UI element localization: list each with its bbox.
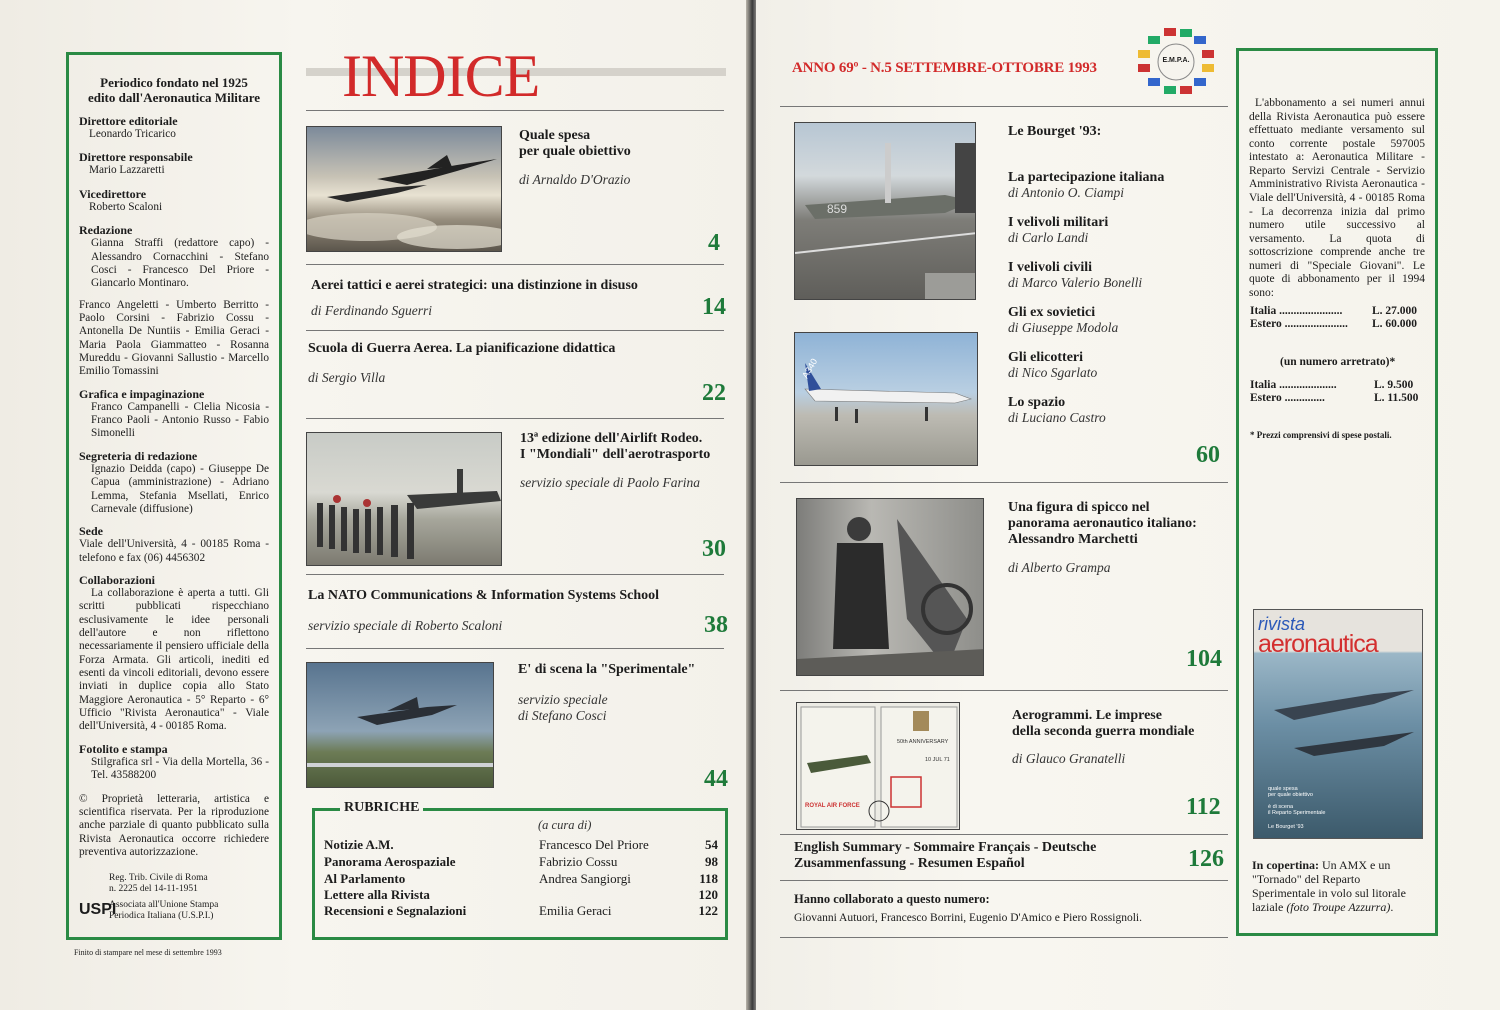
divider bbox=[306, 264, 724, 265]
article-1-author: di Arnaldo D'Orazio bbox=[519, 172, 631, 187]
bourget-item-title: Gli elicotteri bbox=[1008, 350, 1084, 365]
registration: Reg. Trib. Civile di Roma n. 2225 del 14-11-1951 bbox=[109, 873, 208, 895]
masthead-header: Periodico fondato nel 1925 edito dall'Aeronautica Militare bbox=[87, 75, 261, 106]
fotolito-label: Fotolito e stampa bbox=[79, 741, 168, 756]
segreteria-text: Ignazio Deidda (capo) - Giuseppe De Capua (amministrazione) - Adriano Lemma, Stefania Msellati, Enrico Carnevale (diffusione) bbox=[91, 462, 269, 515]
article-3-title: Scuola di Guerra Aerea. La pianificazione didattica bbox=[308, 341, 616, 356]
summaries-page: 126 bbox=[1188, 846, 1224, 872]
bourget-photo-1 bbox=[794, 122, 976, 300]
rubrica-editor: Emilia Geraci bbox=[539, 903, 612, 918]
vicedirettore: Roberto Scaloni bbox=[89, 200, 163, 213]
cover-bullet: quale spesa per quale obiettivo bbox=[1268, 786, 1313, 799]
bourget-item-author: di Luciano Castro bbox=[1008, 410, 1106, 425]
article-4-title: 13ª edizione dell'Airlift Rodeo. I "Mondiali" dell'aerotrasporto bbox=[520, 431, 711, 463]
direttore-responsabile-label: Direttore responsabile bbox=[79, 150, 193, 165]
estero2-label: Estero .............. bbox=[1250, 392, 1325, 404]
article-3-author: di Sergio Villa bbox=[308, 370, 386, 385]
airbus-a340-image bbox=[795, 333, 978, 466]
vicedirettore-label: Vicedirettore bbox=[79, 186, 147, 201]
rubrica-page: 120 bbox=[698, 887, 718, 902]
divider bbox=[306, 648, 724, 649]
divider bbox=[780, 106, 1228, 107]
grafica-label: Grafica e impaginazione bbox=[79, 386, 205, 401]
article-4-author: servizio speciale di Paolo Farina bbox=[520, 475, 700, 490]
bourget-item-author: di Antonio O. Ciampi bbox=[1008, 185, 1125, 200]
cover-bullet: Le Bourget '93 bbox=[1268, 824, 1304, 830]
right-page bbox=[756, 0, 1500, 1010]
marchetti-title: Una figura di spicco nel panorama aeronautico italiano: Alessandro Marchetti bbox=[1008, 500, 1197, 548]
article-1-page: 4 bbox=[708, 230, 720, 256]
divider bbox=[306, 330, 724, 331]
aerogrammi-title: Aerogrammi. Le imprese della seconda guerra mondiale bbox=[1012, 708, 1195, 740]
aircraft-code: 859 bbox=[827, 202, 848, 216]
bourget-page: 60 bbox=[1196, 442, 1220, 468]
bourget-item-author: di Marco Valerio Bonelli bbox=[1008, 275, 1143, 290]
article-5-title: La NATO Communications & Information Systems School bbox=[308, 588, 660, 603]
cover-caption-credit: (foto Troupe Azzurra) bbox=[1286, 900, 1391, 915]
aerogrammi-page: 112 bbox=[1186, 794, 1221, 820]
bourget-item-author: di Carlo Landi bbox=[1008, 230, 1089, 245]
direttore-editoriale-label: Direttore editoriale bbox=[79, 113, 178, 128]
marchetti-photo bbox=[796, 498, 984, 676]
rubriche-label: RUBRICHE bbox=[340, 800, 423, 816]
divider bbox=[306, 574, 724, 575]
divider bbox=[780, 937, 1228, 938]
article-6-page: 44 bbox=[704, 766, 728, 792]
article-2-author: di Ferdinando Sguerri bbox=[311, 303, 432, 318]
rubrica-name: Lettere alla Rivista bbox=[324, 887, 430, 902]
direttore-responsabile: Mario Lazzaretti bbox=[89, 164, 165, 177]
redazione-label: Redazione bbox=[79, 223, 133, 238]
estero-label: Estero ...................... bbox=[1250, 318, 1348, 330]
article-6-title: E' di scena la "Sperimentale" bbox=[518, 662, 696, 677]
bourget-item-title: Gli ex sovietici bbox=[1008, 305, 1096, 320]
collaborazioni-text: La collaborazione è aperta a tutti. Gli scritti pubblicati rispecchiano esclusivamente le idee personali dell'autore e non riflettono necessariamente il pensiero ufficiale della Forza Armata. Gli articoli, inediti ed esenti da vincoli editoriali, devono essere inviati in duplice copia allo Stato Maggiore Aeronautica - 5° Reparto - 6° Ufficio "Rivista Aeronautica" - Viale dell'Università, 4 - 00185 Roma. bbox=[79, 587, 269, 733]
page-title: INDICE bbox=[342, 43, 540, 109]
italia2-label: Italia .................... bbox=[1250, 379, 1337, 391]
jets-over-clouds-image bbox=[307, 127, 502, 252]
military-aircraft-display-image bbox=[795, 123, 976, 300]
cover-thumbnail bbox=[1253, 609, 1423, 839]
rubrica-page: 122 bbox=[698, 903, 718, 918]
rubrica-page: 118 bbox=[699, 871, 718, 886]
cover-bullet: è di scena il Reparto Sperimentale bbox=[1268, 804, 1326, 817]
marchetti-page: 104 bbox=[1186, 646, 1222, 672]
copyright-text: © Proprietà letteraria, artistica e scientifica riservata. Per la riproduzione anche parziale di quanto pubblicato sulla Rivista Aeronautica occorre richiedere preventiva autorizzazione. bbox=[79, 792, 269, 858]
rubrica-name: Notizie A.M. bbox=[324, 837, 394, 852]
rubrica-editor: Andrea Sangiorgi bbox=[539, 871, 631, 886]
article-6-photo bbox=[306, 662, 494, 788]
fotolito-text: Stilgrafica srl - Via della Mortella, 36 - Tel. 43588200 bbox=[91, 755, 269, 782]
grafica-text: Franco Campanelli - Clelia Nicosia - Franco Paoli - Antonio Russo - Fabio Simonelli bbox=[91, 400, 269, 440]
rubrica-page: 54 bbox=[705, 837, 718, 852]
italia2-price: L. 9.500 bbox=[1374, 379, 1414, 391]
marchetti-author: di Alberto Grampa bbox=[1008, 560, 1111, 575]
bourget-item-title: Lo spazio bbox=[1008, 395, 1066, 410]
uspi-logo: USPI bbox=[79, 901, 117, 919]
article-1-title: Quale spesa per quale obiettivo bbox=[519, 128, 631, 160]
article-2-title: Aerei tattici e aerei strategici: una distinzione in disuso bbox=[311, 278, 638, 293]
article-5-page: 38 bbox=[704, 612, 728, 638]
rubrica-page: 98 bbox=[705, 854, 718, 869]
bourget-item-title: La partecipazione italiana bbox=[1008, 170, 1165, 185]
bourget-title: Le Bourget '93: bbox=[1008, 124, 1102, 139]
bourget-item-title: I velivoli civili bbox=[1008, 260, 1092, 275]
divider bbox=[780, 880, 1228, 881]
divider bbox=[780, 834, 1228, 835]
rubrica-name: Recensioni e Segnalazioni bbox=[324, 903, 467, 918]
collaborato-label: Hanno collaborato a questo numero: bbox=[794, 892, 990, 906]
estero-price: L. 60.000 bbox=[1372, 318, 1418, 330]
cover-caption-end: . bbox=[1390, 900, 1394, 915]
tornado-jet-image bbox=[307, 663, 494, 788]
sede-label: Sede bbox=[79, 524, 103, 539]
bourget-item-author: di Giuseppe Modola bbox=[1008, 320, 1119, 335]
commemorative-covers-image bbox=[797, 703, 960, 830]
cover-caption-text: Un AMX e un "Tornado" del Reparto Sperimentale in volo sul litorale laziale bbox=[1252, 858, 1406, 915]
subscription-text: L'abbonamento a sei numeri annui della Rivista Aeronautica può essere effettuato mediante versamento sul conto corrente postale 597005 intestato a: Aeronautica Militare - Reparto Servizi Centrale - Servizio Amministrativo Rivista Aeronautica - Viale dell'Università, 4 - 00185 Roma - La decorrenza inizia dal primo numero utile successivo al versamento. La quota di sottoscrizione comprende anche tre numeri di "Speciale Giovani". Le quote di abbonamento per il 1994 sono: bbox=[1249, 97, 1425, 299]
bourget-item-author: di Nico Sgarlato bbox=[1008, 365, 1098, 380]
rubrica-name: Panorama Aerospaziale bbox=[324, 854, 456, 869]
aerogrammi-author: di Glauco Granatelli bbox=[1012, 751, 1126, 766]
article-4-page: 30 bbox=[702, 536, 726, 562]
segreteria-label: Segreteria di redazione bbox=[79, 448, 198, 463]
rubrica-editor: Fabrizio Cossu bbox=[539, 854, 618, 869]
bourget-item-title: I velivoli militari bbox=[1008, 215, 1109, 230]
cover-jets-image bbox=[1254, 670, 1424, 780]
empa-label: E.M.P.A. bbox=[1162, 57, 1190, 64]
rubrica-name: Al Parlamento bbox=[324, 871, 406, 886]
cover-caption-label: In copertina: bbox=[1252, 858, 1319, 872]
bourget-photo-2 bbox=[794, 332, 978, 466]
divider bbox=[780, 690, 1228, 691]
rubriche-a-cura: (a cura di) bbox=[538, 818, 592, 832]
price-note: * Prezzi comprensivi di spese postali. bbox=[1250, 430, 1392, 440]
issue-header: ANNO 69º - N.5 SETTEMBRE-OTTOBRE 1993 bbox=[792, 60, 1097, 76]
estero2-price: L. 11.500 bbox=[1374, 392, 1419, 404]
collaborato-names: Giovanni Autuori, Francesco Borrini, Eugenio D'Amico e Piero Rossignoli. bbox=[794, 912, 1142, 924]
italia-label: Italia ...................... bbox=[1250, 305, 1343, 317]
cover-aeronautica: aeronautica bbox=[1258, 630, 1378, 658]
divider bbox=[780, 482, 1228, 483]
summaries-title: English Summary - Sommaire Français - Deutsche Zusammenfassung - Resumen Español bbox=[794, 840, 1097, 872]
article-4-photo bbox=[306, 432, 502, 566]
divider bbox=[306, 418, 724, 419]
cover-rivista: rivista bbox=[1258, 614, 1306, 634]
man-with-aircraft-image bbox=[797, 499, 984, 676]
sede-text: Viale dell'Università, 4 - 00185 Roma - telefono e fax (06) 4456302 bbox=[79, 538, 269, 564]
masthead-box bbox=[66, 52, 282, 940]
stamp-date: 10 JUL 71 bbox=[925, 757, 950, 763]
aircraft-code: A340 bbox=[800, 356, 820, 380]
empa-logo bbox=[1136, 26, 1216, 98]
divider bbox=[306, 110, 724, 111]
rubrica-editor: Francesco Del Priore bbox=[539, 837, 649, 852]
article-1-photo bbox=[306, 126, 502, 252]
article-5-author: servizio speciale di Roberto Scaloni bbox=[308, 618, 503, 633]
direttore-editoriale: Leonardo Tricarico bbox=[89, 127, 176, 140]
stamp-anniversary: 50th ANNIVERSARY bbox=[897, 739, 949, 745]
article-2-page: 14 bbox=[702, 294, 726, 320]
redazione-text: Gianna Straffi (redattore capo) - Alessandro Cornacchini - Stefano Cosci - Francesco Del Priore - Giancarlo Montinaro. bbox=[91, 237, 269, 290]
print-date: Finito di stampare nel mese di settembre 1993 bbox=[74, 948, 222, 957]
stamp-royal-air-force: ROYAL AIR FORCE bbox=[805, 803, 860, 809]
article-3-page: 22 bbox=[702, 380, 726, 406]
cover-caption bbox=[1252, 858, 1424, 915]
arretrato-label: (un numero arretrato)* bbox=[1280, 356, 1396, 368]
aerogrammi-photo bbox=[796, 702, 960, 830]
redazione-text-2: Franco Angeletti - Umberto Berritto - Paolo Corsini - Fabrizio Cossu - Antonella De Nuntiis - Emilia Geraci - Maria Paola Giammatteo - Rosanna Mureddu - Giovanni Sallustio - Marcello Emilio Tomassini bbox=[79, 298, 269, 378]
article-6-author: servizio speciale di Stefano Cosci bbox=[518, 692, 608, 723]
airlift-rodeo-image bbox=[307, 433, 502, 566]
collaborazioni-label: Collaborazioni bbox=[79, 572, 156, 587]
uspi-text: Associata all'Unione Stampa Periodica Italiana (U.S.P.I.) bbox=[109, 899, 219, 921]
italia-price: L. 27.000 bbox=[1372, 305, 1418, 317]
